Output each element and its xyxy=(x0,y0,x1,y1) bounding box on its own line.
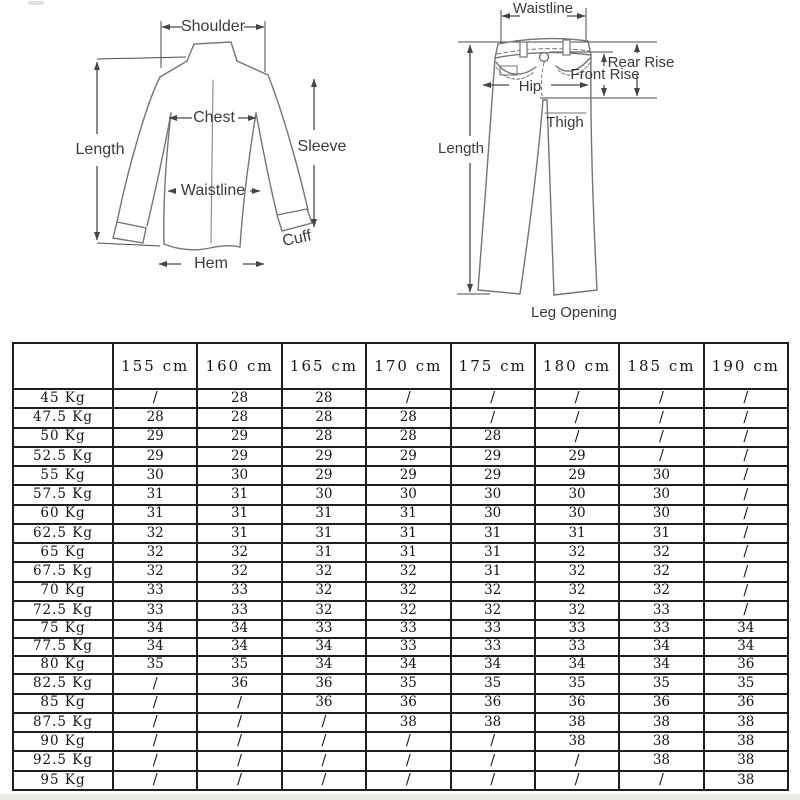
size-cell-empty: / xyxy=(535,428,619,447)
shirt-shoulder-label: Shoulder xyxy=(180,18,246,36)
weight-row-header: 45 Kg xyxy=(13,389,113,408)
weight-row-header: 72.5 Kg xyxy=(13,601,113,620)
size-cell: 29 xyxy=(535,466,619,485)
size-cell: 29 xyxy=(451,447,535,466)
size-cell: 30 xyxy=(366,485,450,504)
table-row xyxy=(13,694,788,713)
size-cell: 29 xyxy=(197,428,281,447)
size-cell-empty: / xyxy=(451,389,535,408)
table-row xyxy=(13,389,788,408)
size-cell: 33 xyxy=(197,582,281,601)
size-cell: 33 xyxy=(113,582,197,601)
size-cell-empty: / xyxy=(451,771,535,790)
size-cell: 36 xyxy=(619,694,703,713)
size-cell: 36 xyxy=(197,674,281,693)
size-cell: 33 xyxy=(366,638,450,656)
size-cell: 28 xyxy=(282,389,366,408)
size-cell-empty: / xyxy=(197,771,281,790)
size-cell-empty: / xyxy=(704,408,788,427)
pants-guide-lines xyxy=(457,8,657,294)
size-cell: 34 xyxy=(535,656,619,674)
height-column-header: 170 cm xyxy=(366,343,450,389)
size-cell: 32 xyxy=(451,582,535,601)
size-cell-empty: / xyxy=(451,751,535,770)
size-cell-empty: / xyxy=(366,751,450,770)
shirt-cuff-label: Cuff xyxy=(280,227,313,251)
size-cell-empty: / xyxy=(619,408,703,427)
size-cell-empty: / xyxy=(197,694,281,713)
height-column-header: 190 cm xyxy=(704,343,788,389)
size-cell: 38 xyxy=(535,713,619,732)
size-cell-empty: / xyxy=(197,713,281,732)
size-cell-empty: / xyxy=(535,751,619,770)
height-column-header: 160 cm xyxy=(197,343,281,389)
size-cell: 33 xyxy=(535,620,619,638)
shirt-outline xyxy=(113,42,312,250)
size-cell-empty: / xyxy=(282,732,366,751)
size-cell: 34 xyxy=(366,656,450,674)
size-cell-empty: / xyxy=(113,674,197,693)
size-cell: 38 xyxy=(704,751,788,770)
size-cell: 33 xyxy=(451,638,535,656)
size-cell-empty: / xyxy=(535,408,619,427)
shirt-waistline-label: Waistline xyxy=(180,182,246,200)
table-row xyxy=(13,751,788,770)
table-row xyxy=(13,732,788,751)
size-cell: 32 xyxy=(619,543,703,562)
table-row xyxy=(13,466,788,485)
size-cell: 31 xyxy=(535,524,619,543)
size-cell: 35 xyxy=(704,674,788,693)
size-cell: 34 xyxy=(704,638,788,656)
size-cell: 29 xyxy=(113,428,197,447)
size-cell: 36 xyxy=(535,694,619,713)
size-cell: 30 xyxy=(619,505,703,524)
size-table xyxy=(12,342,789,791)
size-cell: 34 xyxy=(113,620,197,638)
size-cell: 32 xyxy=(113,524,197,543)
size-cell: 36 xyxy=(451,694,535,713)
size-cell-empty: / xyxy=(704,601,788,620)
weight-row-header: 60 Kg xyxy=(13,505,113,524)
size-cell: 31 xyxy=(197,524,281,543)
size-cell-empty: / xyxy=(366,732,450,751)
weight-row-header: 92.5 Kg xyxy=(13,751,113,770)
table-row xyxy=(13,562,788,581)
size-cell: 28 xyxy=(366,428,450,447)
size-cell: 32 xyxy=(366,582,450,601)
size-cell: 28 xyxy=(113,408,197,427)
size-cell-empty: / xyxy=(704,428,788,447)
size-cell: 29 xyxy=(366,447,450,466)
shirt-measurement-diagram xyxy=(0,0,400,335)
size-cell: 38 xyxy=(619,732,703,751)
size-cell: 31 xyxy=(113,505,197,524)
size-cell: 35 xyxy=(113,656,197,674)
shirt-hem-label: Hem xyxy=(194,255,228,273)
size-cell: 38 xyxy=(535,732,619,751)
shirt-chest-label: Chest xyxy=(193,109,235,127)
size-cell-empty: / xyxy=(113,713,197,732)
size-cell: 32 xyxy=(282,562,366,581)
size-cell-empty: / xyxy=(704,485,788,504)
size-cell-empty: / xyxy=(704,543,788,562)
size-cell: 36 xyxy=(366,694,450,713)
size-cell: 33 xyxy=(451,620,535,638)
size-cell: 28 xyxy=(451,428,535,447)
size-cell-empty: / xyxy=(704,582,788,601)
size-cell: 32 xyxy=(619,562,703,581)
size-cell-empty: / xyxy=(451,732,535,751)
weight-row-header: 50 Kg xyxy=(13,428,113,447)
weight-row-header: 95 Kg xyxy=(13,771,113,790)
table-row xyxy=(13,638,788,656)
pants-thigh-label: Thigh xyxy=(546,113,584,131)
size-cell: 31 xyxy=(451,524,535,543)
size-cell-empty: / xyxy=(197,751,281,770)
size-cell: 30 xyxy=(535,505,619,524)
size-cell: 33 xyxy=(619,620,703,638)
size-cell: 30 xyxy=(451,485,535,504)
size-cell: 34 xyxy=(619,638,703,656)
size-cell-empty: / xyxy=(619,771,703,790)
size-cell: 29 xyxy=(535,447,619,466)
weight-row-header: 77.5 Kg xyxy=(13,638,113,656)
table-row xyxy=(13,582,788,601)
size-cell-empty: / xyxy=(113,389,197,408)
weight-row-header: 65 Kg xyxy=(13,543,113,562)
table-row xyxy=(13,601,788,620)
size-cell: 32 xyxy=(535,582,619,601)
size-cell-empty: / xyxy=(113,771,197,790)
size-cell: 35 xyxy=(619,674,703,693)
pants-length-label: Length xyxy=(438,139,484,157)
weight-row-header: 67.5 Kg xyxy=(13,562,113,581)
size-cell: 31 xyxy=(113,485,197,504)
size-cell: 28 xyxy=(366,408,450,427)
table-row xyxy=(13,620,788,638)
size-cell: 28 xyxy=(197,389,281,408)
weight-row-header: 47.5 Kg xyxy=(13,408,113,427)
size-cell: 31 xyxy=(197,505,281,524)
size-cell-empty: / xyxy=(704,524,788,543)
size-cell-empty: / xyxy=(451,408,535,427)
size-cell: 32 xyxy=(197,543,281,562)
size-cell-empty: / xyxy=(366,389,450,408)
size-cell: 31 xyxy=(451,543,535,562)
size-cell-empty: / xyxy=(619,447,703,466)
size-cell-empty: / xyxy=(704,505,788,524)
weight-row-header: 55 Kg xyxy=(13,466,113,485)
table-row xyxy=(13,524,788,543)
size-cell: 29 xyxy=(113,447,197,466)
size-cell: 31 xyxy=(282,505,366,524)
size-cell: 35 xyxy=(197,656,281,674)
size-cell: 32 xyxy=(535,543,619,562)
size-cell: 29 xyxy=(197,447,281,466)
size-cell: 34 xyxy=(197,620,281,638)
weight-row-header: 87.5 Kg xyxy=(13,713,113,732)
size-cell-empty: / xyxy=(535,771,619,790)
size-cell: 32 xyxy=(197,562,281,581)
size-cell: 30 xyxy=(451,505,535,524)
size-cell-empty: / xyxy=(113,694,197,713)
table-row xyxy=(13,771,788,790)
size-cell: 30 xyxy=(619,466,703,485)
table-row xyxy=(13,428,788,447)
size-cell-empty: / xyxy=(282,771,366,790)
table-row xyxy=(13,713,788,732)
table-row xyxy=(13,656,788,674)
weight-row-header: 70 Kg xyxy=(13,582,113,601)
size-cell: 38 xyxy=(366,713,450,732)
size-cell: 34 xyxy=(282,656,366,674)
height-column-header: 185 cm xyxy=(619,343,703,389)
size-cell: 30 xyxy=(535,485,619,504)
weight-row-header: 75 Kg xyxy=(13,620,113,638)
pants-leg-opening-label: Leg Opening xyxy=(531,303,617,321)
size-cell: 30 xyxy=(113,466,197,485)
size-cell-empty: / xyxy=(282,713,366,732)
weight-row-header: 57.5 Kg xyxy=(13,485,113,504)
size-cell: 32 xyxy=(535,601,619,620)
size-cell-empty: / xyxy=(113,732,197,751)
height-column-header: 180 cm xyxy=(535,343,619,389)
weight-row-header: 52.5 Kg xyxy=(13,447,113,466)
size-cell: 36 xyxy=(704,694,788,713)
size-cell: 32 xyxy=(366,601,450,620)
size-cell: 32 xyxy=(619,582,703,601)
size-cell: 28 xyxy=(197,408,281,427)
size-cell: 31 xyxy=(366,524,450,543)
corner-cell xyxy=(13,343,113,389)
size-cell: 33 xyxy=(197,601,281,620)
size-cell: 35 xyxy=(366,674,450,693)
size-cell: 31 xyxy=(282,543,366,562)
size-cell: 32 xyxy=(113,562,197,581)
size-cell-empty: / xyxy=(535,389,619,408)
size-cell: 38 xyxy=(704,732,788,751)
scan-edge-strip xyxy=(0,794,800,800)
size-cell: 34 xyxy=(451,656,535,674)
size-cell: 38 xyxy=(619,713,703,732)
pants-front-rise-label: Front Rise xyxy=(570,65,640,83)
size-cell: 38 xyxy=(619,751,703,770)
size-cell-empty: / xyxy=(704,389,788,408)
height-column-header: 175 cm xyxy=(451,343,535,389)
pants-hip-label: Hip xyxy=(518,77,542,95)
size-cell: 32 xyxy=(282,582,366,601)
size-cell: 36 xyxy=(704,656,788,674)
weight-row-header: 80 Kg xyxy=(13,656,113,674)
shirt-length-label: Length xyxy=(75,141,125,159)
size-cell-empty: / xyxy=(704,562,788,581)
size-cell: 32 xyxy=(366,562,450,581)
size-cell: 31 xyxy=(451,562,535,581)
size-cell: 33 xyxy=(366,620,450,638)
size-cell: 34 xyxy=(113,638,197,656)
size-cell: 33 xyxy=(619,601,703,620)
size-cell: 30 xyxy=(619,485,703,504)
size-cell: 31 xyxy=(366,543,450,562)
size-cell: 28 xyxy=(282,408,366,427)
size-cell: 33 xyxy=(535,638,619,656)
size-cell: 34 xyxy=(619,656,703,674)
pants-measurement-diagram xyxy=(400,0,800,335)
size-cell: 28 xyxy=(282,428,366,447)
height-column-header: 155 cm xyxy=(113,343,197,389)
size-cell: 29 xyxy=(282,466,366,485)
table-row xyxy=(13,408,788,427)
size-cell: 31 xyxy=(619,524,703,543)
size-cell: 35 xyxy=(451,674,535,693)
size-cell: 32 xyxy=(451,601,535,620)
size-cell: 31 xyxy=(366,505,450,524)
size-cell: 32 xyxy=(535,562,619,581)
size-cell: 31 xyxy=(282,524,366,543)
weight-row-header: 85 Kg xyxy=(13,694,113,713)
size-cell-empty: / xyxy=(366,771,450,790)
weight-row-header: 62.5 Kg xyxy=(13,524,113,543)
pants-rear-rise-label: Rear Rise xyxy=(607,53,675,71)
size-cell: 32 xyxy=(113,543,197,562)
table-row xyxy=(13,543,788,562)
size-cell: 36 xyxy=(282,674,366,693)
size-cell: 33 xyxy=(282,620,366,638)
size-cell: 38 xyxy=(704,771,788,790)
size-cell: 30 xyxy=(197,466,281,485)
table-row xyxy=(13,674,788,693)
size-cell-empty: / xyxy=(704,447,788,466)
pants-waistline-label: Waistline xyxy=(512,0,574,17)
table-row xyxy=(13,485,788,504)
shirt-sleeve-label: Sleeve xyxy=(297,138,347,156)
size-cell: 34 xyxy=(704,620,788,638)
size-cell-empty: / xyxy=(282,751,366,770)
size-cell: 31 xyxy=(197,485,281,504)
size-cell-empty: / xyxy=(619,389,703,408)
size-cell: 32 xyxy=(282,601,366,620)
height-column-header: 165 cm xyxy=(282,343,366,389)
size-cell: 35 xyxy=(535,674,619,693)
size-cell: 34 xyxy=(197,638,281,656)
size-cell: 38 xyxy=(704,713,788,732)
size-cell-empty: / xyxy=(704,466,788,485)
size-cell: 38 xyxy=(451,713,535,732)
weight-row-header: 82.5 Kg xyxy=(13,674,113,693)
size-cell-empty: / xyxy=(197,732,281,751)
size-cell: 36 xyxy=(282,694,366,713)
size-cell: 29 xyxy=(366,466,450,485)
size-cell: 29 xyxy=(282,447,366,466)
size-cell: 33 xyxy=(113,601,197,620)
size-cell: 34 xyxy=(282,638,366,656)
size-table-header-row xyxy=(13,343,788,389)
size-cell-empty: / xyxy=(113,751,197,770)
size-cell-empty: / xyxy=(619,428,703,447)
size-cell: 30 xyxy=(282,485,366,504)
weight-row-header: 90 Kg xyxy=(13,732,113,751)
size-cell: 29 xyxy=(451,466,535,485)
size-table-body xyxy=(13,389,788,790)
table-row xyxy=(13,447,788,466)
table-row xyxy=(13,505,788,524)
